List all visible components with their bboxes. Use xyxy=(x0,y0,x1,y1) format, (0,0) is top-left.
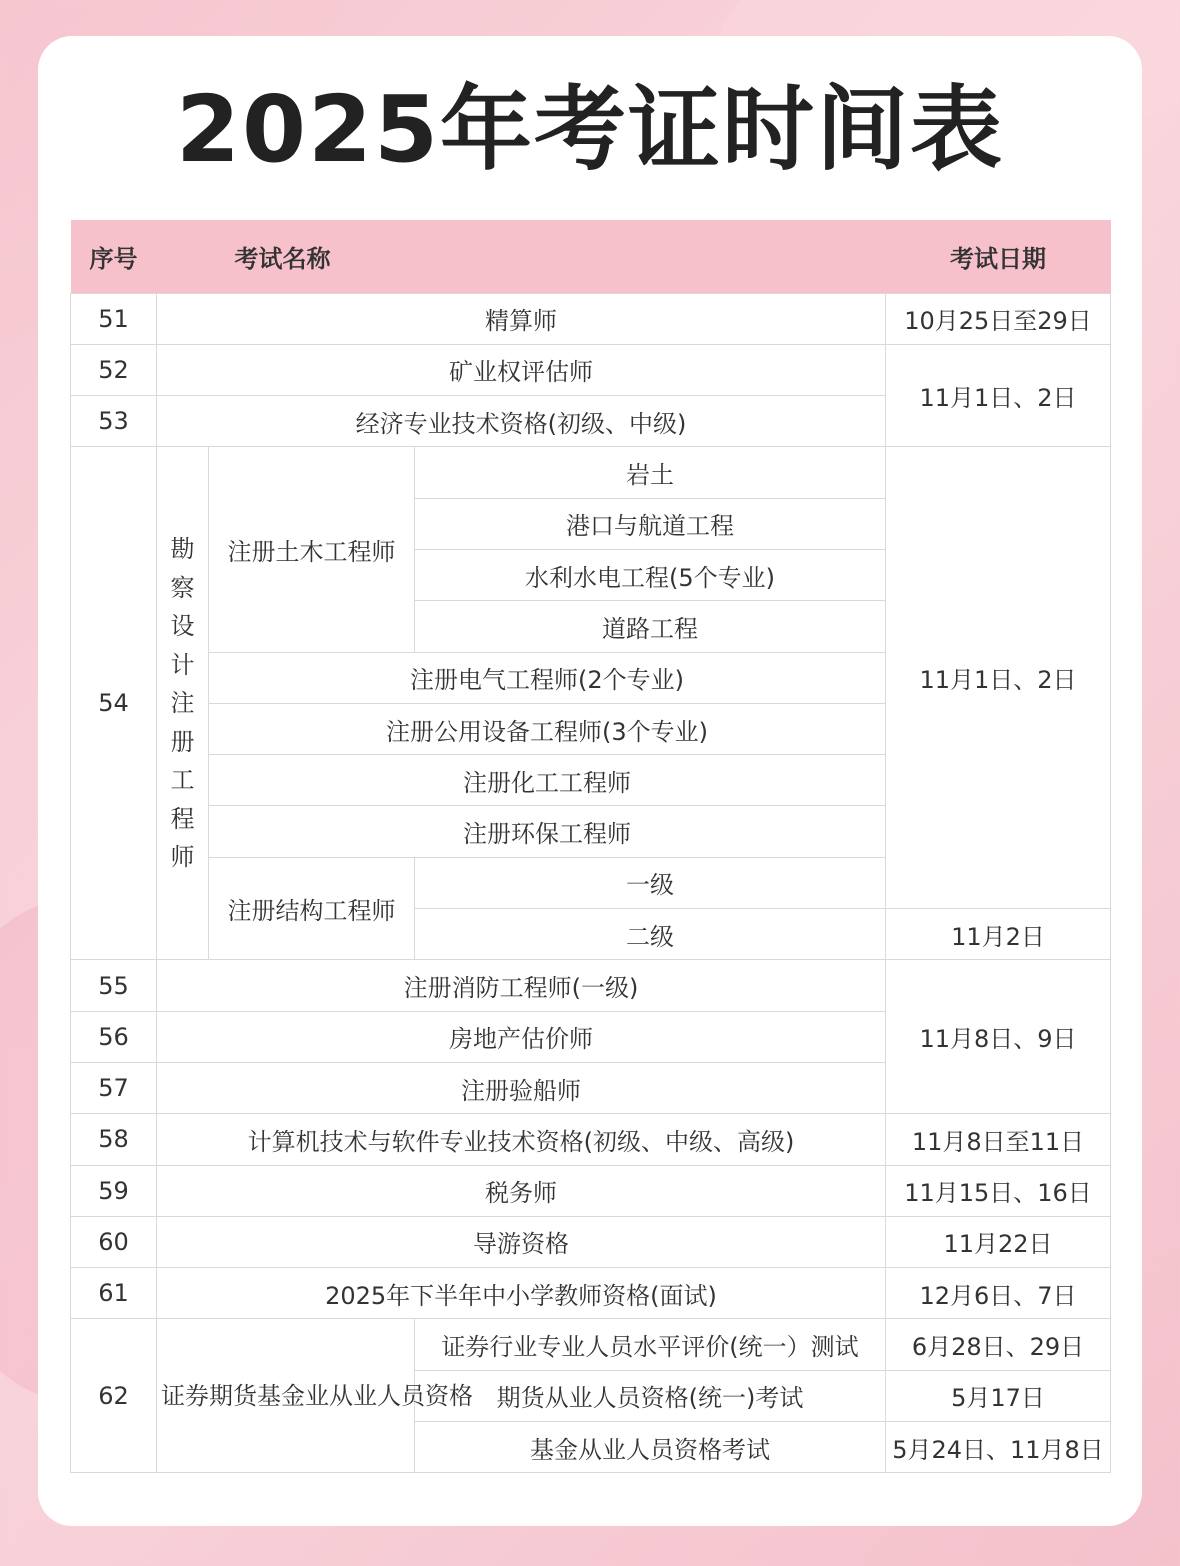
row-name: 注册电气工程师(2个专业) xyxy=(209,652,886,703)
row-date: 11月8日、9日 xyxy=(886,960,1111,1114)
header-seq: 序号 xyxy=(71,220,157,293)
row-seq: 52 xyxy=(71,344,157,395)
row-date: 11月8日至11日 xyxy=(886,1114,1111,1165)
row-name: 期货从业人员资格(统一)考试 xyxy=(415,1370,886,1421)
row-name: 精算师 xyxy=(157,293,886,344)
table-row xyxy=(71,960,1111,1011)
row-name: 港口与航道工程 xyxy=(415,498,886,549)
row-seq: 56 xyxy=(71,1011,157,1062)
row-seq: 55 xyxy=(71,960,157,1011)
header-name: 考试名称 xyxy=(157,220,886,293)
row-name: 计算机技术与软件专业技术资格(初级、中级、高级) xyxy=(157,1114,886,1165)
row-date: 5月24日、11月8日 xyxy=(886,1422,1111,1473)
row-name: 房地产估价师 xyxy=(157,1011,886,1062)
row-date: 5月17日 xyxy=(886,1370,1111,1421)
page-title: 2025年考证时间表 xyxy=(175,76,1005,183)
row-date: 12月6日、7日 xyxy=(886,1268,1111,1319)
table-row xyxy=(71,1319,1111,1370)
row-name: 注册验船师 xyxy=(157,1062,886,1113)
row-date: 11月2日 xyxy=(886,909,1111,960)
table-row xyxy=(71,1165,1111,1216)
row-name: 道路工程 xyxy=(415,601,886,652)
row-name: 导游资格 xyxy=(157,1216,886,1267)
row-date: 11月22日 xyxy=(886,1216,1111,1267)
header-date: 考试日期 xyxy=(886,220,1111,293)
row-name: 证券行业专业人员水平评价(统一）测试 xyxy=(415,1319,886,1370)
row-name: 2025年下半年中小学教师资格(面试) xyxy=(157,1268,886,1319)
group-label xyxy=(157,447,209,960)
row-name: 税务师 xyxy=(157,1165,886,1216)
group-label: 证券期货基金业从业人员资格 xyxy=(157,1319,415,1473)
group-label-text: 勘察设计注册工程师 xyxy=(170,535,195,872)
row-seq: 60 xyxy=(71,1216,157,1267)
row-seq: 57 xyxy=(71,1062,157,1113)
table-row xyxy=(71,293,1111,344)
row-seq: 59 xyxy=(71,1165,157,1216)
row-seq: 53 xyxy=(71,396,157,447)
row-seq: 58 xyxy=(71,1114,157,1165)
row-date: 11月1日、2日 xyxy=(886,344,1111,447)
table-row xyxy=(71,1114,1111,1165)
subgroup-label: 注册结构工程师 xyxy=(209,857,415,960)
row-name: 基金从业人员资格考试 xyxy=(415,1422,886,1473)
row-name: 经济专业技术资格(初级、中级) xyxy=(157,396,886,447)
row-name: 注册化工工程师 xyxy=(209,755,886,806)
table-row xyxy=(71,447,1111,498)
row-name: 矿业权评估师 xyxy=(157,344,886,395)
row-date: 10月25日至29日 xyxy=(886,293,1111,344)
row-name: 二级 xyxy=(415,909,886,960)
row-date: 6月28日、29日 xyxy=(886,1319,1111,1370)
row-name: 岩土 xyxy=(415,447,886,498)
row-name: 水利水电工程(5个专业) xyxy=(415,549,886,600)
row-seq: 51 xyxy=(71,293,157,344)
table-row xyxy=(71,1216,1111,1267)
table-row xyxy=(71,344,1111,395)
table-row xyxy=(71,1268,1111,1319)
row-date: 11月1日、2日 xyxy=(886,447,1111,909)
row-seq: 54 xyxy=(71,447,157,960)
row-seq: 61 xyxy=(71,1268,157,1319)
row-name: 注册消防工程师(一级) xyxy=(157,960,886,1011)
row-seq: 62 xyxy=(71,1319,157,1473)
table-header-row xyxy=(71,220,1111,293)
exam-schedule-table xyxy=(70,220,1111,1473)
row-name: 注册公用设备工程师(3个专业) xyxy=(209,703,886,754)
subgroup-label: 注册土木工程师 xyxy=(209,447,415,652)
row-date: 11月15日、16日 xyxy=(886,1165,1111,1216)
row-name: 注册环保工程师 xyxy=(209,806,886,857)
row-name: 一级 xyxy=(415,857,886,908)
